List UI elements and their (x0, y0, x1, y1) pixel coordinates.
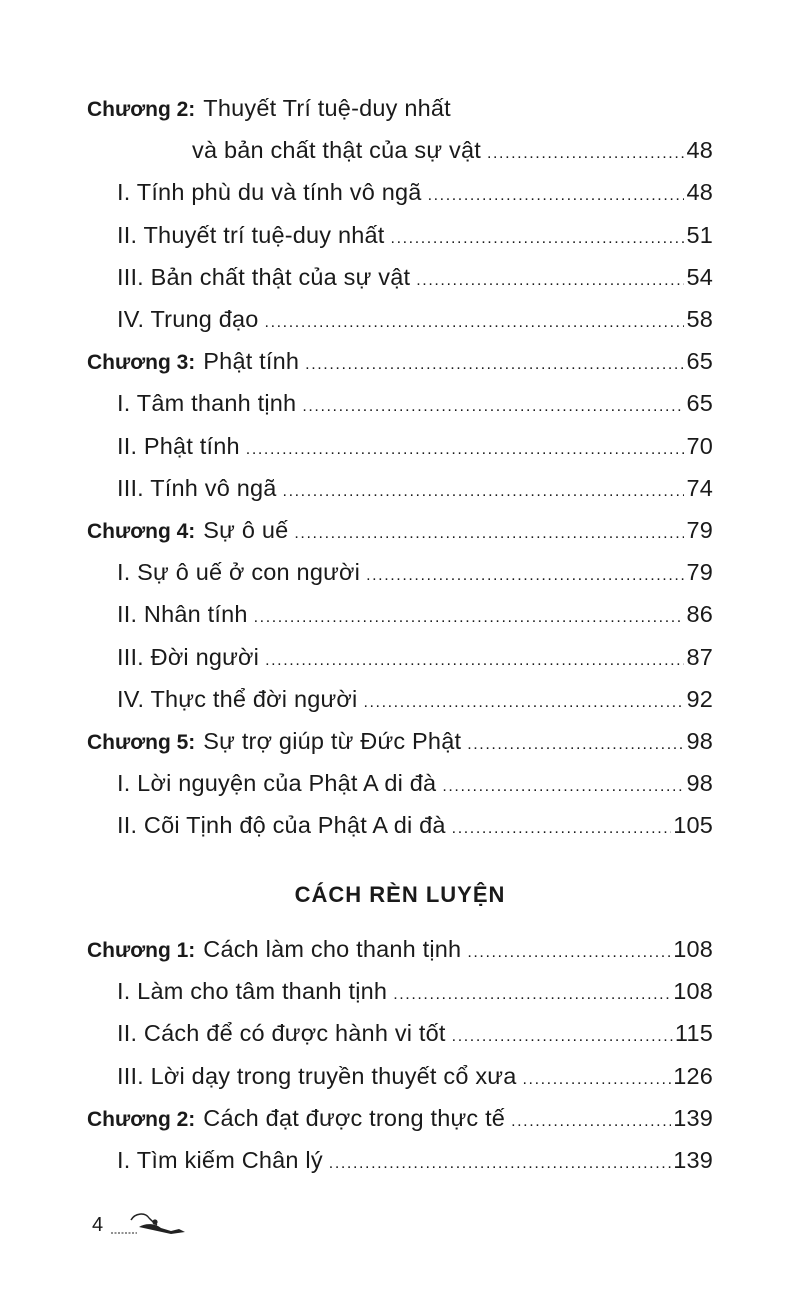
dot-leader (294, 519, 684, 549)
entry-title: III. Bản chất thật của sự vật (117, 263, 411, 290)
page-ref: 139 (673, 1104, 713, 1131)
dot-leader (283, 477, 685, 507)
entry-title: II. Nhân tính (117, 601, 248, 628)
toc-entry (117, 1018, 713, 1052)
dot-leader (265, 646, 684, 676)
chapter-label: Chương 2: (87, 98, 196, 121)
dot-leader (246, 435, 685, 465)
page-ref: 58 (686, 306, 713, 332)
page-ref: 126 (673, 1062, 713, 1089)
toc-entry (87, 515, 713, 549)
dot-leader (265, 308, 685, 338)
dot-leader (305, 350, 684, 380)
page-ref: 92 (686, 685, 713, 712)
page-ref: 86 (686, 601, 713, 628)
entry-title: I. Tính phù du và tính vô ngã (117, 179, 422, 206)
page-ref: 98 (686, 728, 713, 754)
toc-entry (87, 346, 713, 380)
toc-entry (117, 684, 713, 718)
entry-title: I. Tâm thanh tịnh (117, 390, 297, 417)
dot-leader (487, 139, 685, 169)
toc-entry (117, 1061, 713, 1095)
dot-leader (452, 814, 672, 844)
page-ref: 48 (686, 179, 713, 206)
toc-entry (117, 768, 713, 802)
toc-entry (87, 934, 713, 968)
entry-title: IV. Trung đạo (117, 306, 259, 332)
dot-leader (366, 561, 684, 591)
dot-leader (393, 980, 671, 1010)
page-ref: 98 (686, 770, 713, 797)
page-ref: 139 (673, 1147, 713, 1173)
page-ref: 70 (686, 432, 713, 459)
entry-title: II. Phật tính (117, 432, 240, 459)
page-ref: 51 (686, 221, 713, 248)
toc-entry (117, 1145, 713, 1179)
entry-title: III. Đời người (117, 643, 260, 670)
page-ref: 54 (686, 263, 713, 290)
entry-title: và bản chất thật của sự vật (192, 137, 481, 164)
entry-title: III. Tính vô ngã (117, 474, 277, 501)
dot-leader (452, 1022, 673, 1052)
toc-entry (87, 93, 713, 125)
page-ref: 108 (673, 936, 713, 962)
toc-entry (87, 726, 713, 760)
chapter-label: Chương 2: (87, 1107, 196, 1131)
dot-leader (302, 392, 684, 422)
entry-title: I. Tìm kiếm Chân lý (117, 1147, 323, 1173)
entry-title: I. Sự ô uế ở con người (117, 559, 361, 586)
toc-entry (117, 388, 713, 422)
toc-entry (117, 557, 713, 591)
chapter-label: Chương 1: (87, 939, 196, 962)
toc-entry (192, 135, 713, 169)
toc-entry (87, 1103, 713, 1137)
entry-title: II. Cách để có được hành vi tốt (117, 1020, 446, 1047)
dot-leader (329, 1149, 671, 1179)
dot-leader (467, 938, 671, 968)
chapter-label: Chương 4: (87, 520, 196, 543)
page-ref: 48 (686, 137, 713, 164)
dot-leader (363, 688, 684, 718)
page-footer (92, 1210, 191, 1236)
page-ref: 115 (674, 1020, 713, 1047)
page-ref: 79 (686, 559, 713, 586)
page-ref: 65 (686, 348, 713, 375)
entry-title: I. Làm cho tâm thanh tịnh (117, 978, 388, 1005)
dot-leader (416, 266, 684, 296)
toc-entry (117, 642, 713, 676)
dot-leader (511, 1107, 671, 1137)
chapter-label: Chương 3: (87, 351, 196, 375)
toc-entry (117, 177, 713, 211)
page-ref: 108 (673, 978, 713, 1005)
entry-title: Sự ô uế (203, 517, 289, 543)
ornament-icon (109, 1210, 191, 1236)
entry-title: Thuyết Trí tuệ-duy nhất (203, 95, 451, 121)
dot-leader (522, 1065, 671, 1095)
toc-entry (117, 220, 713, 254)
entry-title: Sự trợ giúp từ Đức Phật (203, 728, 462, 754)
entry-title: Cách làm cho thanh tịnh (203, 936, 462, 962)
dot-leader (391, 224, 685, 254)
page-ref: 87 (686, 643, 713, 670)
toc-entry (117, 431, 713, 465)
toc-entry (117, 473, 713, 507)
entry-title: III. Lời dạy trong truyền thuyết cổ xưa (117, 1062, 517, 1089)
page-ref: 74 (686, 474, 713, 501)
entry-title: Phật tính (203, 348, 300, 375)
dot-leader (467, 730, 684, 760)
entry-title: II. Cõi Tịnh độ của Phật A di đà (117, 812, 446, 839)
toc-entry (117, 810, 713, 844)
entry-title: IV. Thực thể đời người (117, 685, 358, 712)
page-ref: 79 (686, 517, 713, 543)
entry-title: Cách đạt được trong thực tế (203, 1104, 506, 1131)
chapter-label: Chương 5: (87, 731, 196, 754)
entry-title: I. Lời nguyện của Phật A di đà (117, 770, 437, 797)
toc-entry (117, 976, 713, 1010)
toc-entry (117, 599, 713, 633)
page-ref: 65 (686, 390, 713, 417)
page-number: 4 (92, 1214, 104, 1236)
dot-leader (442, 772, 684, 802)
toc-entry (117, 304, 713, 338)
dot-leader (428, 181, 685, 211)
toc-entry (117, 262, 713, 296)
entry-title: II. Thuyết trí tuệ-duy nhất (117, 221, 385, 248)
section-heading: CÁCH RÈN LUYỆN (294, 882, 506, 907)
dot-leader (254, 603, 685, 633)
page-ref: 105 (673, 812, 713, 839)
